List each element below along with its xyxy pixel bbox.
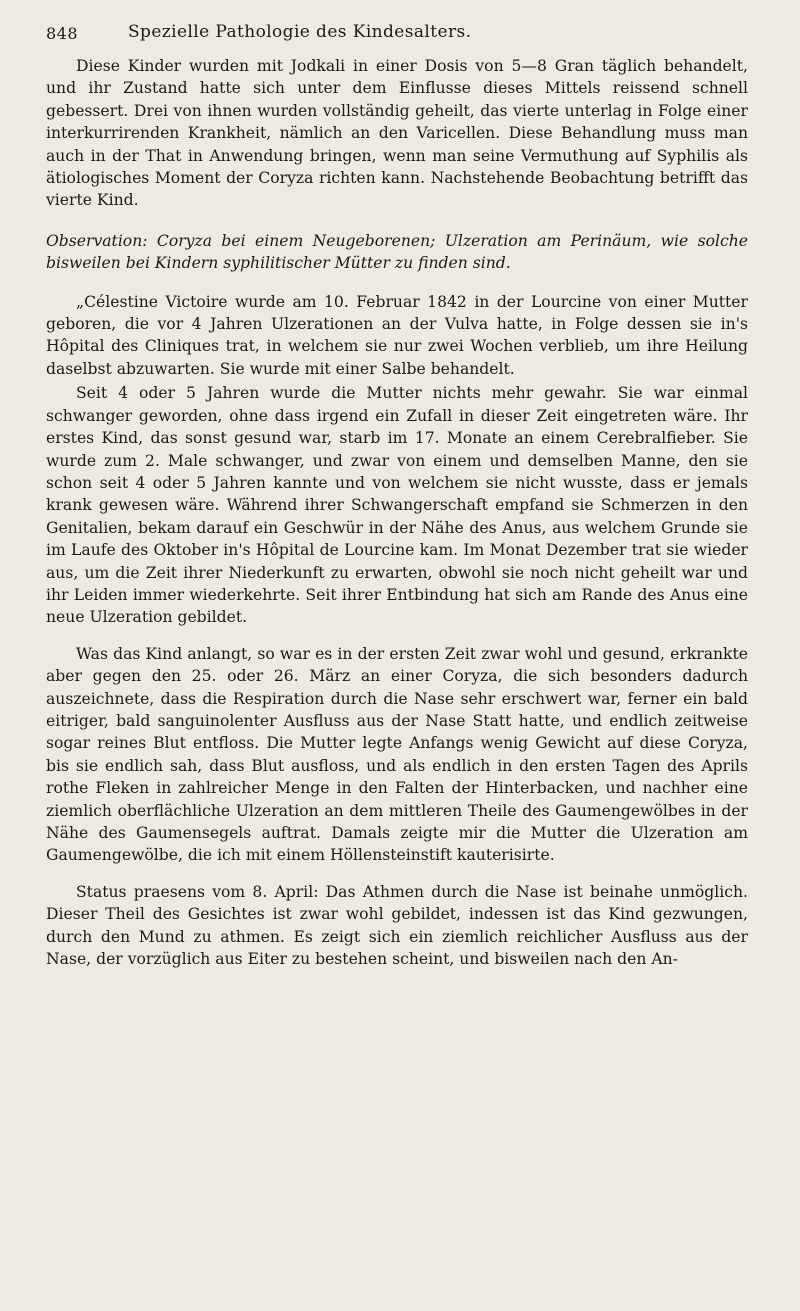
paragraph-case-history-3: Was das Kind anlangt, so war es in der ersten Zeit zwar wohl und gesund, erkrankte aber gegen den 25. oder 26. März an einer Coryza, die sich besonders dadurch auszeichnete, dass die Respiration durch die Nase sehr erschwert war, ferner ein bald eitriger, bald sanguinolenter Ausfluss aus der Nase Statt hatte, und endlich zeitweise sogar reines Blut entfloss. Die Mutter legte Anfangs wenig Gewicht auf diese Coryza, bis sie endlich sah, dass Blut ausfloss, und als endlich in den ersten Tagen des Aprils rothe Fleken in zahlreicher Menge in den Falten der Hinterbacken, und nachher eine ziemlich oberflächliche Ulzeration an dem mittleren Theile des Gaumengewölbes in der Nähe des Gaumensegels auftrat. Damals zeigte mir die Mutter die Ulzeration am Gaumengewölbe, die ich mit einem Höllensteinstift kauterisirte. [46, 644, 748, 865]
running-title: Spezielle Pathologie des Kindesalters. [128, 22, 472, 42]
page-number: 848 [46, 24, 79, 43]
paragraph-case-history-2: Seit 4 oder 5 Jahren wurde die Mutter nichts mehr gewahr. Sie war einmal schwanger geworden, ohne dass irgend ein Zufall in dieser Zeit eingetreten wäre. Ihr erstes Kind, das sonst gesund war, starb im 17. Monate an einem Cerebralfieber. Sie wurde zum 2. Male schwanger, und zwar von einem und demselben Manne, den sie schon seit 4 oder 5 Jahren kannte und von welchem sie nicht wusste, dass er jemals krank gewesen wäre. Während ihrer Schwangerschaft empfand sie Schmerzen in den Genitalien, bekam darauf ein Geschwür in der Nähe des Anus, aus welchem Grunde sie im Laufe des Oktober in's Hôpital de Lourcine kam. Im Monat Dezember trat sie wieder aus, um die Zeit ihrer Niederkunft zu erwarten, obwohl sie noch nicht geheilt war und ihr Leiden immer wiederkehrte. Seit ihrer Entbindung hat sich am Rande des Anus eine neue Ulzeration gebildet. [46, 384, 748, 627]
paragraph-status-praesens: Status praesens vom 8. April: Das Athmen durch die Nase ist beinahe unmöglich. Dieser Theil des Gesichtes ist zwar wohl gebildet, indessen ist das Kind gezwungen, durch den Mund zu athmen. Es zeigt sich ein ziemlich reichlicher Ausfluss aus der Nase, der vorzüglich aus Eiter zu bestehen scheint, und bisweilen nach den An- [46, 882, 748, 969]
running-head [46, 14, 748, 55]
observation-heading: Observation: Coryza bei einem Neugeborenen; Ulzeration am Perinäum, wie solche bisweilen bei Kindern syphilitischer Mütter zu finden sind. [46, 231, 748, 273]
paragraph-case-history-1: „Célestine Victoire wurde am 10. Februar 1842 in der Lourcine von einer Mutter geboren, die vor 4 Jahren Ulzerationen an der Vulva hatte, in Folge dessen sie in's Hôpital des Cliniques trat, in welchem sie nur zwei Wochen verblieb, um ihre Heilung daselbst abzuwarten. Sie wurde mit einer Salbe behandelt. [46, 292, 748, 378]
paragraph-intro: Diese Kinder wurden mit Jodkali in einer Dosis von 5—8 Gran täglich behandelt, und ihr Zustand hatte sich unter dem Einflusse dieses Mittels reissend schnell gebessert. Drei von ihnen wurden vollständig geheilt, das vierte unterlag in Folge einer interkurrirenden Krankheit, nämlich an den Varicellen. Diese Behandlung muss man auch in der That in Anwendung bringen, wenn man seine Vermuthung auf Syphilis als ätiologisches Moment der Coryza richten kann. Nachstehende Beobachtung betrifft das vierte Kind. [46, 57, 748, 210]
body-text [46, 55, 748, 970]
